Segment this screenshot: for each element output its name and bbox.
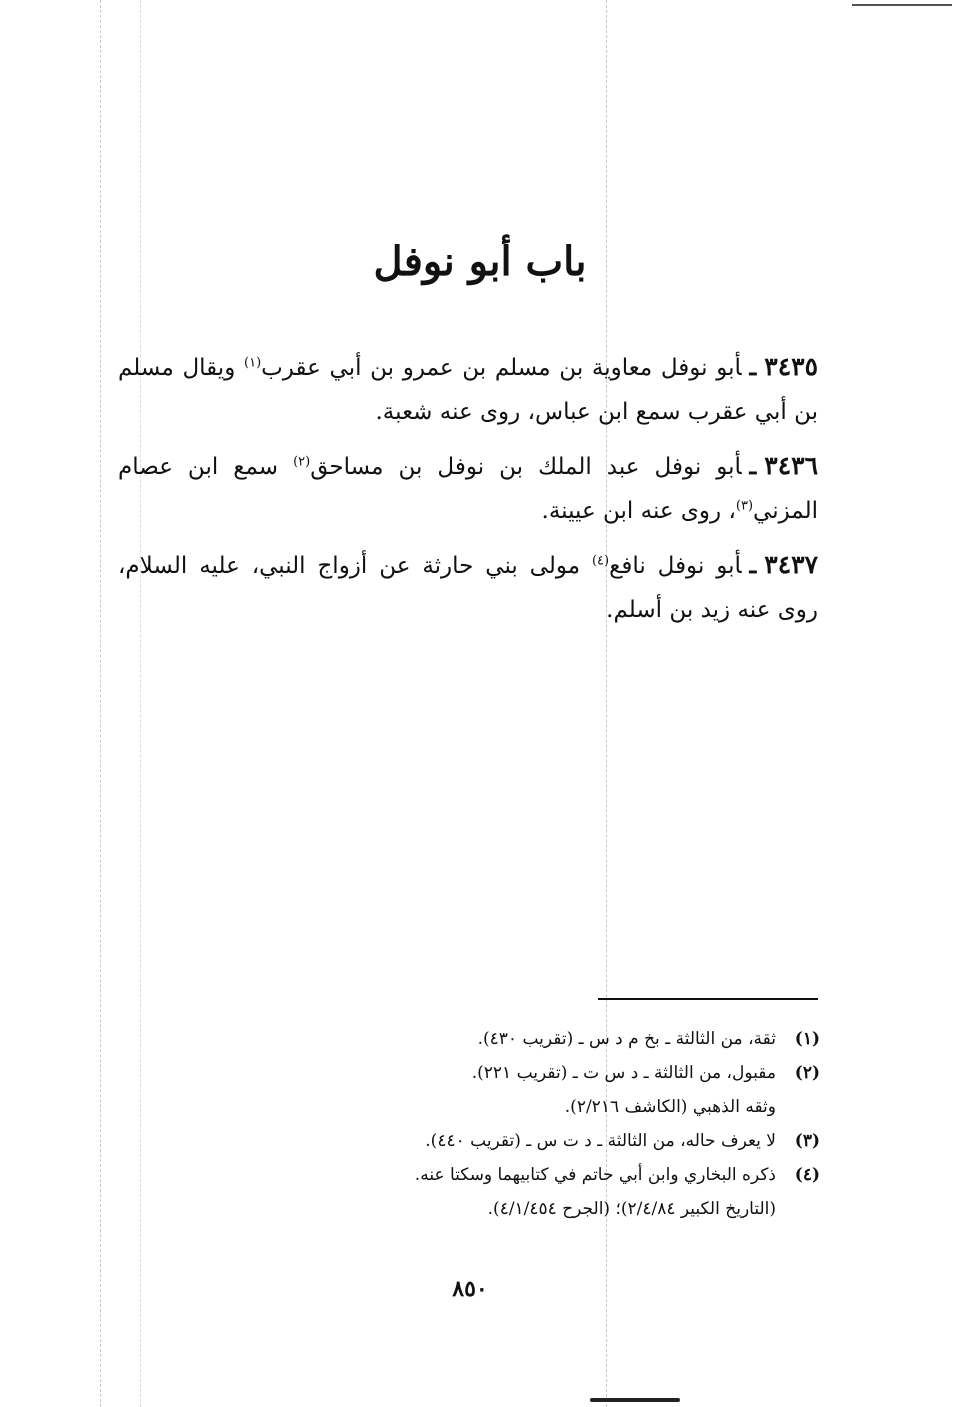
entry-text: سمع ابن عصام المزني — [118, 454, 818, 524]
footnote-text: مقبول، من الثالثة ـ د س ت ـ (تقريب ٢٢١). — [471, 1063, 776, 1083]
footnote-text: ثقة، من الثالثة ـ بخ م د س ـ (تقريب ٤٣٠). — [477, 1029, 776, 1049]
footnote-number: (٤) — [794, 1165, 820, 1185]
entry-number: ٣٤٣٦ — [764, 451, 819, 480]
footnote-reference[interactable]: (٣) — [735, 498, 754, 514]
entry-text: مولى بني حارثة عن أزواج النبي، عليه السلام، روى عنه زيد بن أسلم. — [118, 553, 818, 623]
footnote-4 — [330, 1158, 820, 1226]
footnote-3 — [330, 1124, 820, 1158]
scan-smudge — [590, 1398, 680, 1402]
footnote-continuation: (التاريخ الكبير ٢/٤/٨٤)؛ (الجرح ٤/١/٤٥٤). — [487, 1199, 776, 1219]
entry-3437 — [118, 543, 818, 632]
footnote-1 — [330, 1022, 820, 1056]
scan-fold-line — [100, 0, 101, 1407]
entry-dash: ـ — [749, 552, 757, 579]
footnote-number: (٢) — [794, 1063, 820, 1083]
entry-number: ٣٤٣٧ — [764, 550, 818, 579]
scan-edge-line — [852, 4, 952, 6]
footnote-text: ذكره البخاري وابن أبي حاتم في كتابيهما وسكتا عنه. — [414, 1165, 776, 1185]
footnote-number: (٣) — [794, 1131, 820, 1151]
page-number: ٨٥٠ — [452, 1276, 488, 1302]
footnote-text: لا يعرف حاله، من الثالثة ـ د ت س ـ (تقريب ٤٤٠). — [425, 1131, 776, 1151]
entry-dash: ـ — [749, 354, 757, 381]
entry-dash: ـ — [749, 453, 757, 480]
entries-list — [118, 345, 818, 642]
footnote-reference[interactable]: (١) — [244, 355, 262, 371]
scan-fold-line — [140, 0, 141, 1407]
entry-text: ، روى عنه ابن عيينة. — [541, 498, 736, 524]
footnote-reference[interactable]: (٢) — [293, 454, 311, 470]
entry-text: أبو نوفل نافع — [609, 553, 742, 579]
entry-number: ٣٤٣٥ — [764, 352, 818, 381]
footnote-reference[interactable]: (٤) — [591, 553, 610, 569]
entry-text: أبو نوفل معاوية بن مسلم بن عمرو بن أبي عقرب — [261, 355, 742, 381]
entry-text: ويقال مسلم بن أبي عقرب سمع ابن عباس، روى عنه شعبة. — [118, 355, 818, 425]
footnote-number: (١) — [794, 1029, 820, 1049]
entry-3436 — [118, 444, 818, 533]
footnote-separator — [598, 998, 818, 1000]
entry-text: أبو نوفل عبد الملك بن نوفل بن مساحق — [310, 454, 742, 480]
footnote-continuation: وثقه الذهبي (الكاشف ٢/٢١٦). — [564, 1097, 776, 1117]
entry-3435 — [118, 345, 818, 434]
footnote-2 — [330, 1056, 820, 1124]
footnotes-list — [330, 1022, 820, 1226]
chapter-title: باب أبو نوفل — [373, 238, 587, 285]
